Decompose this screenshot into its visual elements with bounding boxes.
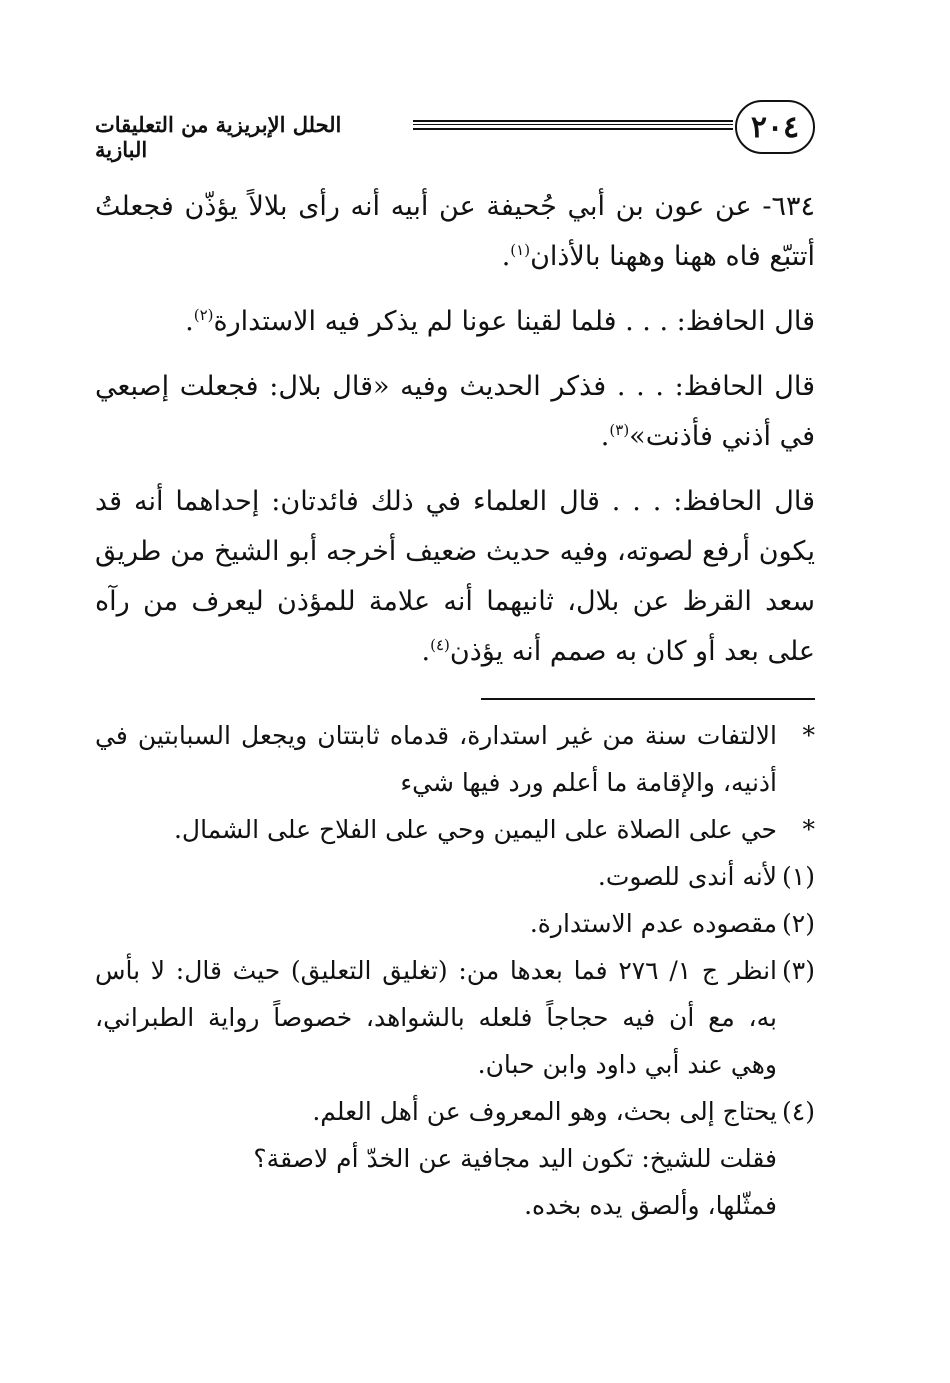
footnotes — [95, 712, 815, 1229]
footnote-4: (٤)يحتاج إلى بحث، وهو المعروف عن أهل العلم. — [312, 1097, 815, 1126]
page-number: ٢٠٤ — [735, 100, 815, 154]
paragraph-hafiz-1: قال الحافظ: . . . فلما لقينا عونا لم يذكر فيه الاستدارة$^{(٢)}$. — [185, 306, 815, 337]
footnote-comment-2: *حي على الصلاة على اليمين وحي على الفلاح على الشمال. — [173, 815, 815, 844]
book-title: الحلل الإبريزية من التعليقات البازية — [95, 112, 342, 162]
footnote-2: (٢)مقصوده عدم الاستدارة. — [529, 909, 815, 938]
footnote-3: (٣)انظر ج ١/ ٢٧٦ فما بعدها من: (تغليق التعليق) حيث قال: لا بأس به، مع أن فيه حجاجاً فلعله بالشواهد، خصوصاً رواية الطبراني، وهي عند أبي داود وابن حبان. — [95, 956, 815, 1079]
footnote-ref[interactable]: (١) — [510, 241, 531, 259]
header-rule — [413, 120, 733, 130]
footnote-ref[interactable]: (٣) — [609, 421, 630, 439]
paragraph-hafiz-2: قال الحافظ: . . . فذكر الحديث وفيه «قال بلال: فجعلت إصبعي في أذني فأذنت»$^{(٣)}$. — [95, 371, 815, 452]
footnote-separator — [481, 698, 815, 700]
paragraph-hadith-634: ٦٣٤- عن عون بن أبي جُحيفة عن أبيه أنه رأى بلالاً يؤذّن فجعلتُ أتتبّع فاه ههنا وههنا بالأذان$^{(١)}$. — [95, 191, 815, 272]
footnote-ref[interactable]: (٢) — [193, 306, 214, 324]
footnote-4-continuation-1: فقلت للشيخ: تكون اليد مجافية عن الخدّ أم لاصقة؟ — [253, 1144, 777, 1173]
footnote-1: (١)لأنه أندى للصوت. — [597, 862, 815, 891]
footnote-ref[interactable]: (٤) — [430, 636, 450, 654]
main-text — [95, 182, 815, 692]
footnote-4-continuation-2: فمثّلها، وألصق يده بخده. — [524, 1191, 777, 1220]
paragraph-hafiz-3: قال الحافظ: . . . قال العلماء في ذلك فائدتان: إحداهما أنه قد يكون أرفع لصوته، وفيه حديث ضعيف أخرجه أبو الشيخ من طريق سعد القرظ عن بلال، ثانيهما أنه علامة للمؤذن ليعرف من رآه على بعد أو كان به صمم أنه يؤذن$^{(٤)}$. — [95, 486, 815, 667]
footnote-comment-1: *الالتفات سنة من غير استدارة، قدماه ثابتتان ويجعل السبابتين في أذنيه، والإقامة ما أعلم ورد فيها شيء — [95, 721, 815, 797]
page-header — [95, 100, 815, 160]
